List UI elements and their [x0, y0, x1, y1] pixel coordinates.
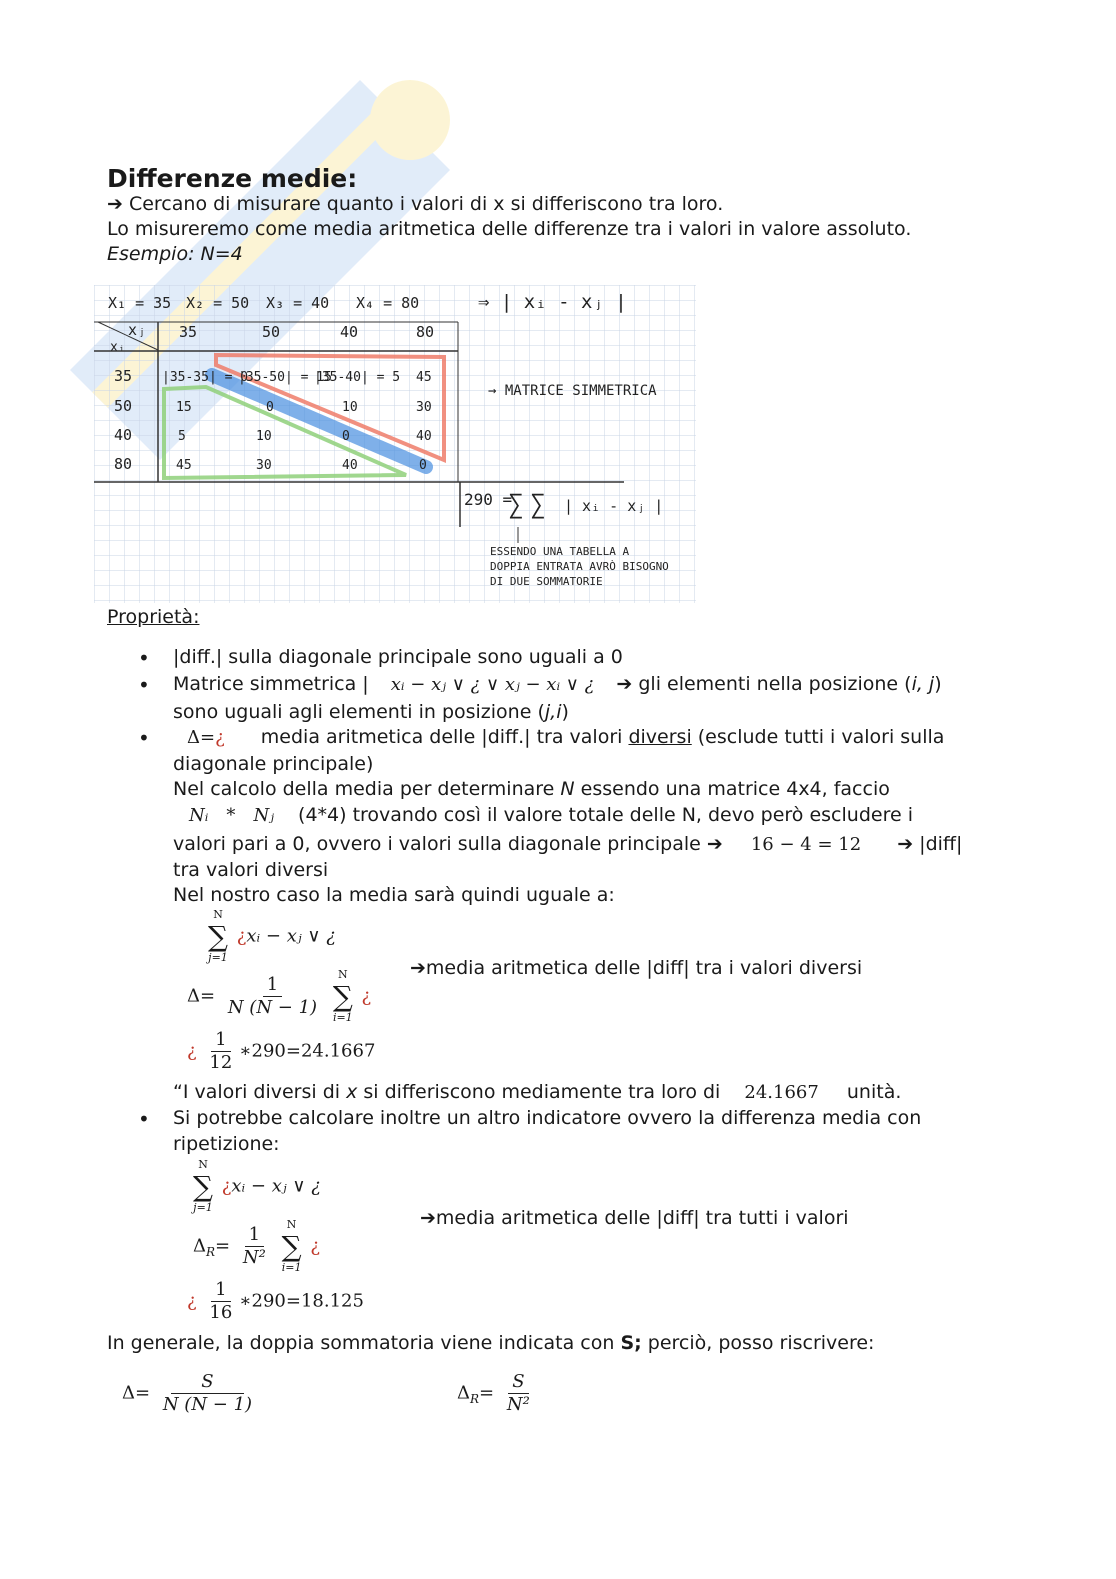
abs-diff-label: ⇒ | xᵢ - xⱼ |: [478, 291, 627, 313]
label-x4: X₄ = 80: [356, 294, 420, 312]
row-label-80: 80: [114, 455, 133, 473]
cell-4-4: 0: [419, 458, 427, 473]
row-label-40: 40: [114, 426, 133, 444]
col-50: 50: [262, 323, 281, 341]
paragraph-n-calc-1: Nel calcolo della media per determinare N essendo una matrice 4x4, faccio: [173, 778, 890, 800]
cell-3-1: 5: [178, 429, 186, 444]
label-x2: X₂ = 50: [186, 294, 250, 312]
sum-symbol-i: ∑: [508, 490, 524, 520]
label-x1: X₁ = 35: [108, 294, 172, 312]
b2-expression: xᵢ − xⱼ ∨ ¿ ∨ xⱼ − xᵢ ∨ ¿: [390, 674, 595, 695]
intro-line-1: ➔ Cercano di misurare quanto i valori di x si differiscono tra loro.: [107, 193, 724, 215]
property-3: Δ=¿ media aritmetica delle |diff.| tra valori diversi (esclude tutti i valori sulla: [187, 726, 945, 748]
cell-3-4: 40: [416, 429, 432, 444]
col-80: 80: [416, 323, 435, 341]
cell-1-1: |35-35| = 0: [162, 370, 249, 385]
note-line-3: DI DUE SOMMATORIE: [490, 575, 603, 588]
general-statement: In generale, la doppia sommatoria viene indicata con S; perciò, posso riscrivere:: [107, 1332, 875, 1354]
arrow-note-diversi: ➔media aritmetica delle |diff| tra i valori diversi: [410, 957, 863, 979]
paragraph-n-calc-4: tra valori diversi: [173, 859, 329, 881]
cell-1-2: |35-50| = 15: [238, 370, 332, 385]
property-2-line-2: sono uguali agli elementi in posizione (j,i): [173, 701, 569, 723]
property-4-line-2: ripetizione:: [173, 1133, 280, 1155]
col-35: 35: [179, 323, 198, 341]
sum-symbol-j: ∑: [530, 490, 546, 520]
cell-2-1: 15: [176, 400, 192, 415]
formula-delta-s: Δ= $\frac{S}{N (N - 1)}$: [122, 1371, 253, 1415]
cell-1-4: 45: [416, 370, 432, 385]
matrix-note: → MATRICE SIMMETRICA: [488, 383, 657, 399]
row-header: xᵢ: [110, 340, 126, 355]
property-2: Matrice simmetrica | xᵢ − xⱼ ∨ ¿ ∨ xⱼ − xᵢ ∨ ¿ ➔ gli elementi nella posizione (i, j): [173, 673, 942, 695]
formula-calc-1: ¿ $\frac{1}{12}$ ∗290=24.1667: [187, 1029, 376, 1073]
row-label-35: 35: [114, 367, 133, 385]
property-4: Si potrebbe calcolare inoltre un altro indicatore ovvero la differenza media con: [173, 1107, 922, 1129]
note-line-2: DOPPIA ENTRATA AVRÒ BISOGNO: [490, 560, 669, 573]
note-line-1: ESSENDO UNA TABELLA A: [490, 545, 630, 558]
properties-title: Proprietà:: [107, 606, 200, 628]
paragraph-n-calc-2: Nᵢ * Nⱼ (4*4) trovando così il valore totale delle N, devo però escludere i: [189, 804, 913, 826]
cell-4-1: 45: [176, 458, 192, 473]
formula-delta-r-s: $\Delta_R=$ $\frac{S}{\text{N²}}$: [457, 1371, 530, 1415]
page-title: Differenze medie:: [107, 164, 358, 193]
cell-1-3: |35-40| = 5: [314, 370, 401, 385]
cell-2-2: 0: [266, 400, 274, 415]
formula-inner-sum-r: N ∑ j=1 ¿xᵢ − xⱼ ∨ ¿: [193, 1158, 321, 1214]
cell-2-4: 30: [416, 400, 432, 415]
cell-3-2: 10: [256, 429, 272, 444]
intro-line-2: Lo misureremo come media aritmetica delle differenze tra i valori in valore assoluto.: [107, 218, 912, 240]
sum-term: | xᵢ - xⱼ |: [564, 497, 664, 515]
intro-example: Esempio: N=4: [107, 243, 243, 265]
cell-2-3: 10: [342, 400, 358, 415]
cell-4-2: 30: [256, 458, 272, 473]
row-label-50: 50: [114, 397, 133, 415]
cell-4-3: 40: [342, 458, 358, 473]
property-1: |diff.| sulla diagonale principale sono uguali a 0: [173, 646, 623, 668]
property-3-line-2: diagonale principale): [173, 753, 374, 775]
formula-inner-sum: N ∑ j=1 ¿xᵢ − xⱼ ∨ ¿: [208, 908, 336, 964]
difference-matrix-figure: [94, 285, 696, 603]
paragraph-n-calc-3: valori pari a 0, ovvero i valori sulla diagonale principale ➔ 16 − 4 = 12 ➔ |diff|: [173, 833, 963, 855]
label-x3: X₃ = 40: [266, 294, 330, 312]
formula-delta-r: $\Delta_R=$ $\frac{1}{\text{N²}}$ N ∑ i=1 ¿: [193, 1218, 320, 1274]
paragraph-media: Nel nostro caso la media sarà quindi uguale a:: [173, 884, 615, 906]
sum-label: 290 =: [464, 490, 513, 509]
col-header: xⱼ: [128, 321, 147, 339]
col-40: 40: [340, 323, 359, 341]
formula-delta: Δ= $\frac{1}{N (N - 1)}$ N ∑ i=1 ¿: [187, 968, 372, 1024]
quote-result: “I valori diversi di x si differiscono mediamente tra loro di 24.1667 unità.: [173, 1081, 902, 1103]
cell-3-3: 0: [342, 429, 350, 444]
arrow-note-tutti: ➔media aritmetica delle |diff| tra tutti i valori: [420, 1207, 849, 1229]
formula-calc-2: ¿ $\frac{1}{16}$ ∗290=18.125: [187, 1279, 364, 1323]
